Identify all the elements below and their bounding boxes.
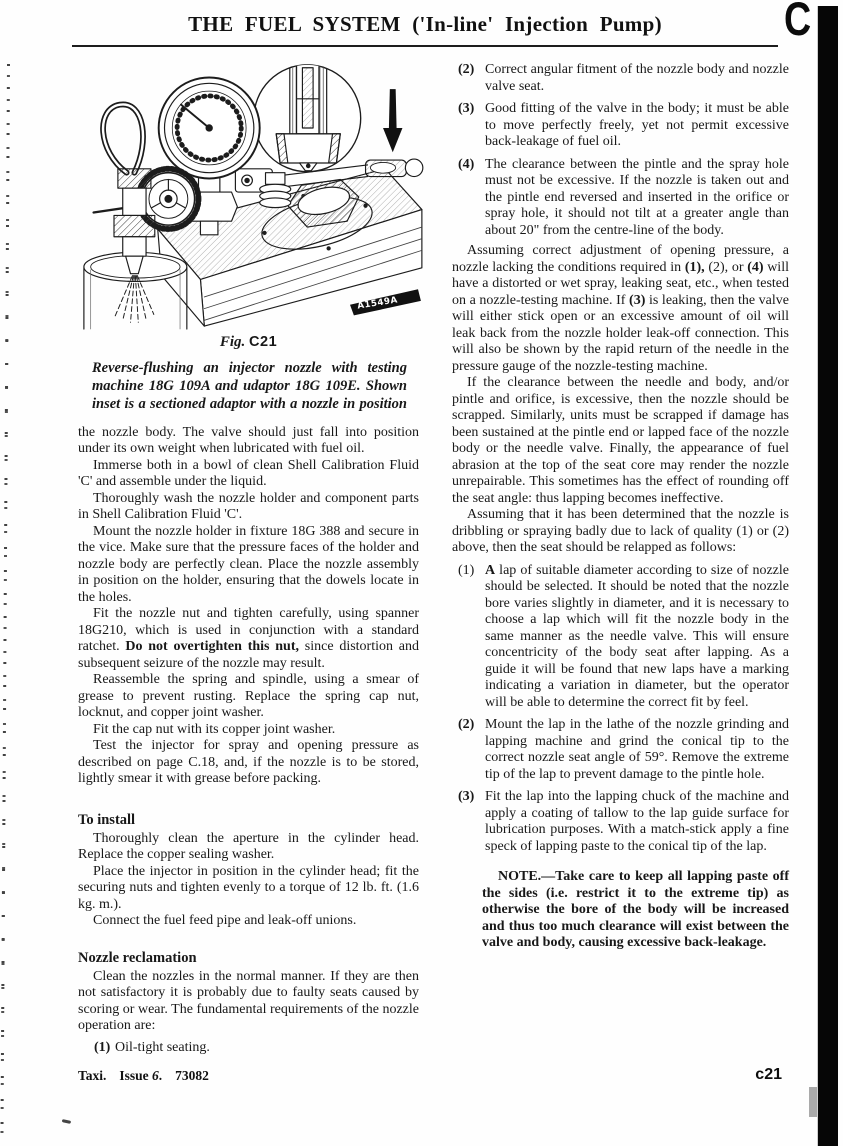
section-letter: C: [784, 0, 812, 45]
bold-text: Do not overtighten this nut,: [125, 639, 299, 654]
figure-art-code: A1549A: [356, 295, 399, 312]
left-column: [78, 60, 419, 1056]
list-item: [452, 717, 789, 783]
paragraph: [78, 606, 419, 672]
figure-illustration: [73, 60, 425, 330]
inset-sectioned-adaptor: [254, 62, 361, 172]
right-column: [452, 62, 789, 952]
spray-lines: [115, 276, 154, 323]
paragraph-text: Assuming correct adjustment of opening pressure, a nozzle lacking the conditions required in: [452, 243, 789, 275]
list-number: (3): [458, 101, 475, 116]
fig-number: C21: [249, 334, 278, 350]
paragraph-text: since distortion and subsequent seizure of the nozzle may result.: [78, 639, 419, 671]
list-number: (2): [458, 62, 475, 77]
paragraph: Test the injector for spray and opening pressure as described on page C.18, and, if the nozzle is to be stored, lightly smear it with grease before packing.: [78, 738, 419, 786]
page-number: c21: [755, 1066, 782, 1083]
scan-stray-mark: [62, 1119, 71, 1123]
list-item: [452, 157, 789, 240]
footer-text: .: [158, 1068, 163, 1083]
list-text: Mount the lap in the lathe of the nozzle grinding and lapping machine and grind the conical tip to the correct nozzle seat angle of 59°. Remove the extreme tip of the lap to prevent damage to the pintle hole.: [485, 717, 789, 782]
list-text: Oil-tight seating.: [115, 1039, 210, 1055]
paragraph: Connect the fuel feed pipe and leak-off unions.: [93, 913, 357, 928]
list-item: [452, 101, 789, 151]
edge-bar-nub: [809, 1087, 817, 1117]
paragraph-text: (2), or: [704, 259, 748, 275]
list-number: (1): [94, 1039, 111, 1055]
footer-text: Issue: [119, 1068, 149, 1083]
paragraph: Clean the nozzles in the normal manner. If they are then not satisfactory it is probably due to faulty seats caused by scoring or wear. The fundamental requirements of the nozzle operation are:: [78, 968, 419, 1033]
bold-text: A: [485, 562, 496, 578]
footer-text: Taxi.: [78, 1068, 107, 1083]
list-item: [78, 1040, 419, 1057]
bold-text: (1),: [684, 259, 705, 275]
paragraph-text: will have a distorted or wet spray, leaking seat, etc., when tested on a nozzle-testing machine. If: [452, 259, 789, 308]
bold-text: (4): [747, 259, 764, 275]
caption-line: machine 18G 109A and udaptor 18G 109E. Shown: [92, 377, 407, 394]
bold-text: (3): [629, 292, 646, 308]
paragraph: If the clearance between the needle and body, and/or pintle and orifice, is excessive, then the nozzle should be scrapped. Similarly, units must be scrapped if damage has been sustained at the pintle end or lapped face of the nozzle body or the needle valve. Finally, the appearance of fuel abrasion at the top of the seat core may render the nozzle unrepairable. This sometimes has the effect of rounding off the seat angle: thus lapping becomes ineffective.: [452, 375, 789, 506]
list-text: The clearance between the pintle and the spray hole must not be excessive. If the nozzle is taken out and the pintle end reversed and inserted in the orifice or spray hole, it should not tilt at a greater angle than about 20" from the centre-line of the body.: [485, 156, 789, 238]
down-arrow-icon: [383, 89, 402, 152]
list-number: (2): [458, 717, 475, 732]
footer-text: 73082: [175, 1068, 209, 1083]
list-number: (4): [458, 156, 475, 172]
paragraph: [452, 243, 789, 375]
figure-art-code-plate: [350, 289, 421, 315]
figure-art: [73, 60, 425, 330]
list-text: Good fitting of the valve in the body; it must be able to move perfectly freely, yet not permit excessive back-leakage of fuel oil.: [485, 101, 789, 149]
paragraph: Fit the cap nut with its copper joint washer.: [93, 721, 336, 737]
paragraph: Thoroughly wash the nozzle holder and component parts in Shell Calibration Fluid 'C'.: [78, 490, 419, 522]
list-text: Correct angular fitment of the nozzle body and nozzle valve seat.: [485, 62, 789, 94]
paragraph: Thoroughly clean the aperture in the cylinder head. Replace the copper sealing washer.: [78, 830, 419, 862]
paragraph: Place the injector in position in the cylinder head; fit the securing nuts and tighten evenly to a torque of 12 lb. ft. (1.6 kg. m.).: [78, 863, 419, 912]
caption-line: Reverse-flushing an injector nozzle with testing: [92, 359, 407, 376]
binding-marks: [0, 64, 10, 1139]
figure-caption: [92, 359, 407, 413]
list-text: Fit the lap into the lapping chuck of the machine and apply a coating of tallow to the lap guide surface for lubrication purposes. With a match-stick apply a fine speck of lapping paste to the conical tip of the lap.: [485, 789, 789, 854]
page-title: THE FUEL SYSTEM ('In-line' Injection Pump): [188, 12, 662, 36]
footer-issue-line: [78, 1068, 209, 1084]
caption-line: inset is a sectioned adaptor with a nozzle in position: [92, 395, 407, 412]
paragraph-text: Fit the nozzle nut and tighten carefully, using spanner 18G210, which is used in conjunction with a standard ratchet.: [78, 606, 419, 654]
section-heading-to-install: To install: [78, 811, 136, 828]
list-text: lap of suitable diameter according to size of nozzle should be selected. It should be noted that the nozzle bore varies slightly in diameter, and it is necessary to choose a lap which will fit the nozzle body in the same manner as the needle valve. This will ensure concentricity of the body seat after lapping. As a guide it will be found that new laps have a marking indicating a variation in diameter, but the operator will be able to determine the correct fit by feel.: [485, 562, 789, 710]
header-rule: [72, 45, 778, 47]
paragraph: the nozzle body. The valve should just fall into position under its own weight when lubricated with fuel oil.: [78, 424, 419, 456]
paragraph: Immerse both in a bowl of clean Shell Calibration Fluid 'C' and assemble under the liquid.: [78, 457, 419, 489]
list-item: [452, 563, 789, 712]
list-item: [452, 62, 789, 95]
section-heading-nozzle-reclamation: Nozzle reclamation: [78, 949, 197, 966]
page-edge-bar: [818, 6, 838, 1146]
paragraph: Reassemble the spring and spindle, using a smear of grease to prevent rusting. Replace the spring cap nut, locknut, and copper joint washer.: [78, 672, 419, 720]
paragraph-text: is leaking, then the valve will either stick open or an excessive amount of oil will leak back from the nozzle holder leak-off connection. This will also be shown by the rapid return of the needle in the pressure gauge of the nozzle-testing machine.: [452, 292, 789, 374]
footer-text: 6: [152, 1068, 159, 1083]
list-number: (3): [458, 789, 475, 804]
list-number: (1): [458, 562, 475, 578]
list-item: [452, 789, 789, 855]
note-paragraph: NOTE.—Take care to keep all lapping paste off the sides (i.e. restrict it to the extreme tip) as otherwise the bore of the body will be increased and thus too much clearance will exist between the valve and body, causing excessive back-leakage.: [482, 869, 789, 950]
paragraph: Assuming that it has been determined that the nozzle is dribbling or spraying badly due to lack of quality (1) or (2) above, then the seat should be relapped as follows:: [452, 507, 789, 555]
figure-caption-title: [78, 334, 419, 351]
fig-label: Fig.: [219, 334, 246, 350]
paragraph: Mount the nozzle holder in fixture 18G 388 and secure in the vice. Make sure that the pressure faces of the holder and nozzle body are perfectly clean. Place the nozzle assembly in position on the holder, ensuring that the dowels locate in the holes.: [78, 523, 419, 605]
